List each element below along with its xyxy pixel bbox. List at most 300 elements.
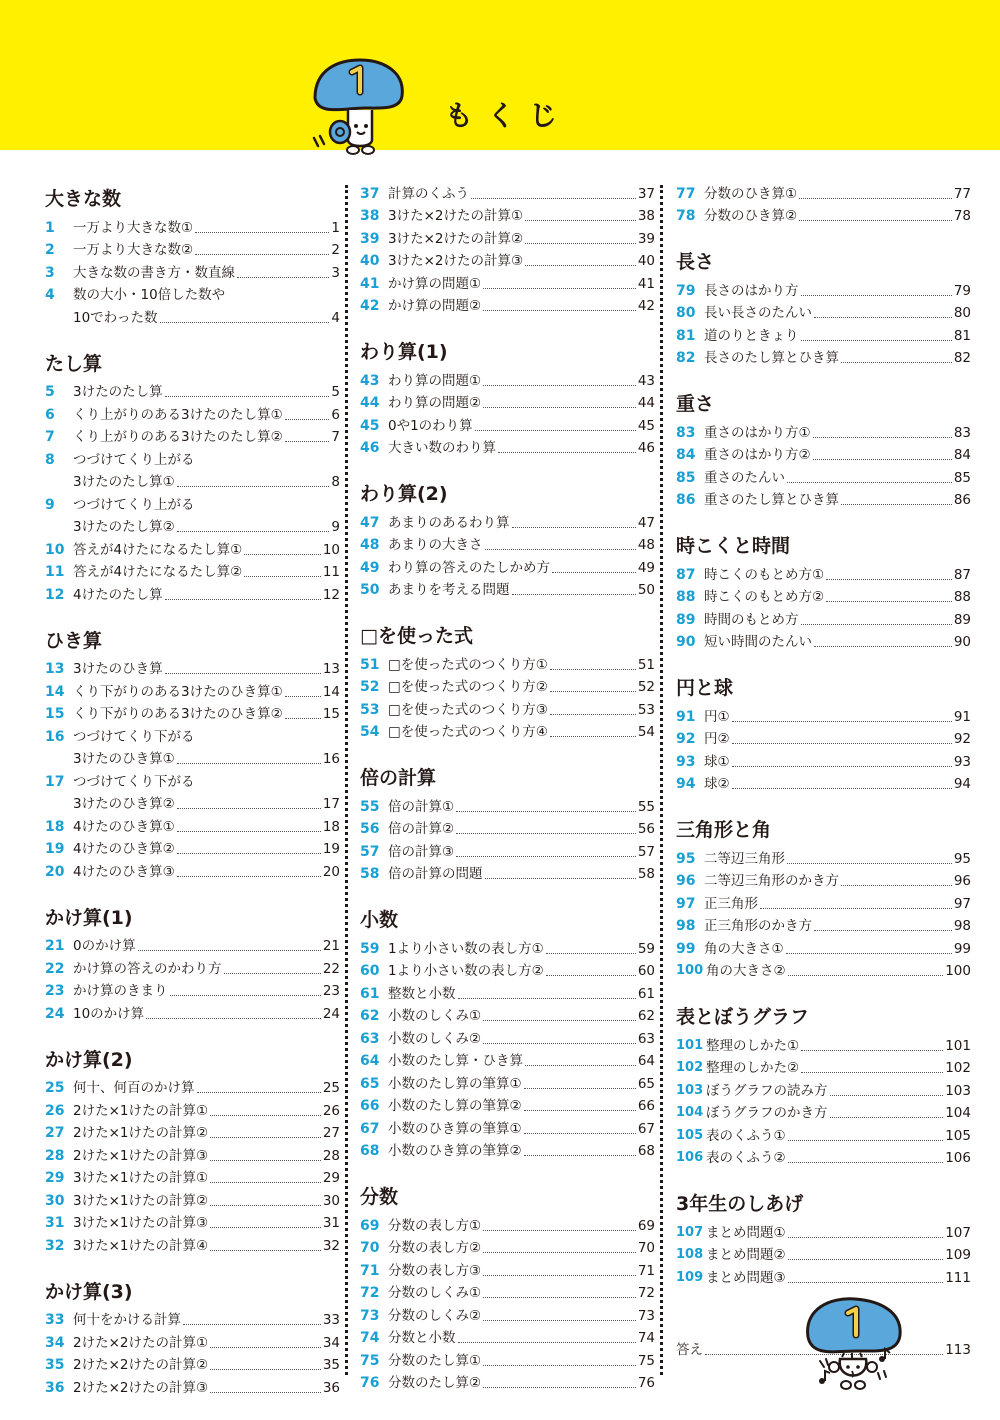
lesson-number: 105 [676,1127,704,1143]
toc-entry[interactable] [45,401,340,424]
lesson-number: 97 [676,895,696,912]
lesson-number: 15 [45,706,65,722]
lesson-number: 36 [45,1379,65,1396]
page-number: 19 [322,841,340,857]
toc-entry[interactable] [676,958,971,981]
dot-leader [485,878,636,879]
dot-leader [210,1369,321,1370]
toc-entry[interactable] [360,1302,655,1325]
mushroom-mascot-dancing-icon [800,1295,910,1405]
lesson-title: 小数のたし算の筆算① [388,1075,522,1092]
lesson-number: 31 [45,1215,65,1231]
lesson-number: 74 [360,1330,380,1346]
lesson-title: あまりのあるわり算 [388,514,510,531]
dot-leader [210,1392,321,1393]
toc-entry[interactable] [360,367,655,390]
toc-section [45,1041,340,1255]
page-number: 54 [637,724,655,740]
toc-entry[interactable] [360,674,655,697]
toc-entry[interactable] [676,629,971,652]
lesson-number: 19 [45,841,65,857]
lesson-number: 63 [360,1030,380,1047]
toc-entry[interactable] [360,532,655,555]
page-number: 39 [637,230,655,247]
toc-entry[interactable] [45,1232,340,1255]
toc-entry[interactable] [676,1077,971,1100]
lesson-number: 76 [360,1375,380,1391]
lesson-title: 分数のひき算① [704,185,798,202]
page-number: 52 [637,679,655,695]
lesson-title: 0や1のわり算 [388,417,473,434]
toc-entry[interactable] [360,1347,655,1370]
toc-entry[interactable] [676,771,971,794]
dot-leader [483,1043,636,1044]
lesson-number: 80 [676,305,696,321]
page-number: 111 [945,1269,971,1286]
page-number: 3 [331,264,340,281]
section-title: 大きな数 [45,188,122,210]
toc-entry[interactable] [360,1048,655,1071]
page-number: 57 [637,843,655,860]
toc-entry[interactable] [45,723,340,746]
lesson-number: 23 [45,983,65,999]
lesson-number: 20 [45,863,65,880]
toc-entry[interactable] [45,424,340,447]
dot-leader [841,504,952,505]
lesson-number: 106 [676,1150,704,1165]
lesson-number: 69 [360,1217,380,1234]
lesson-title: □を使った式のつくり方④ [388,724,548,740]
lesson-title: 3けたのひき算① [73,751,175,767]
toc-entry[interactable] [45,933,340,956]
page-number: 103 [945,1082,971,1099]
dot-leader [788,1162,944,1163]
dot-leader [732,743,952,744]
toc-entry[interactable] [676,487,971,510]
toc-entry[interactable] [45,446,340,469]
lesson-title: 時こくのもとめ方② [704,589,825,605]
lesson-title: つづけてくり上がる [73,451,195,468]
toc-entry[interactable] [360,1257,655,1280]
toc-entry[interactable] [45,259,340,282]
lesson-number: 17 [45,773,65,790]
dot-leader [483,407,636,408]
toc-entry[interactable] [676,845,971,868]
toc-entry[interactable] [676,464,971,487]
toc-entry[interactable] [676,1145,971,1168]
lesson-number: 101 [676,1037,704,1053]
lesson-number: 41 [360,275,380,292]
toc-entry[interactable] [360,412,655,435]
lesson-number: 8 [45,451,55,468]
lesson-number: 16 [45,728,65,745]
dot-leader [801,624,952,625]
lesson-title: 3けた×2けたの計算③ [388,253,524,269]
toc-entry[interactable] [45,768,340,791]
lesson-title: 4けたのひき算① [73,818,175,835]
page-number: 73 [637,1307,655,1324]
toc-entry[interactable] [676,606,971,629]
column-divider [345,185,348,1375]
dot-leader [483,1365,636,1366]
toc-entry[interactable] [45,858,340,881]
lesson-title: 時こくのもとめ方① [704,566,825,583]
toc-entry[interactable] [676,561,971,584]
dot-leader [524,1133,636,1134]
page-number: 87 [953,566,971,583]
page-number: 31 [322,1215,340,1231]
toc-entry[interactable] [676,1242,971,1265]
page-number: 29 [322,1170,340,1186]
page-number: 43 [637,372,655,389]
lesson-title: 長さのたし算とひき算 [704,350,839,366]
page-number: 68 [637,1143,655,1159]
toc-entry[interactable] [45,1329,340,1352]
page-number: 102 [945,1060,971,1076]
toc-entry[interactable] [45,678,340,701]
page-number: 61 [637,985,655,1002]
toc-entry[interactable] [45,701,340,724]
toc-entry[interactable] [360,248,655,271]
lesson-title: □を使った式のつくり方② [388,679,548,695]
page-number: 86 [953,492,971,508]
lesson-number: 21 [45,938,65,954]
toc-entry[interactable] [45,1187,340,1210]
page-number: 67 [637,1120,655,1137]
toc-entry[interactable] [360,1003,655,1026]
toc-entry[interactable] [360,651,655,674]
toc-entry[interactable] [45,514,340,537]
dot-leader [195,232,329,233]
toc-entry[interactable] [45,214,340,237]
toc-entry[interactable] [45,1142,340,1165]
lesson-title: 重さのたし算とひき算 [704,492,839,508]
toc-entry[interactable] [676,584,971,607]
toc-entry[interactable] [360,270,655,293]
lesson-title: 答えが4けたになるたし算① [73,541,243,558]
toc-entry[interactable] [360,390,655,413]
toc-entry[interactable] [360,577,655,600]
lesson-title: 小数のたし算の筆算② [388,1098,522,1114]
toc-entry[interactable] [676,300,971,323]
lesson-number: 52 [360,679,380,695]
lesson-number: 100 [676,963,704,978]
dot-leader [787,863,952,864]
toc-entry[interactable] [360,180,655,203]
page-number: 50 [637,582,655,598]
toc-entry[interactable] [360,935,655,958]
lesson-number: 103 [676,1082,704,1098]
toc-entry[interactable] [45,1374,340,1397]
lesson-number: 68 [360,1143,380,1159]
toc-entry[interactable] [360,225,655,248]
toc-entry[interactable] [360,1070,655,1093]
lesson-title: 3けた×1けたの計算② [73,1192,209,1209]
lesson-number: 7 [45,429,55,445]
toc-entry[interactable] [45,836,340,859]
toc-entry[interactable] [676,748,971,771]
toc-entry[interactable] [45,813,340,836]
lesson-number: 2 [45,242,55,258]
lesson-title: つづけてくり下がる [73,773,195,790]
toc-section [676,527,971,651]
toc-entry[interactable] [360,1235,655,1258]
toc-entry[interactable] [360,816,655,839]
page-number: 9 [331,519,340,535]
dot-leader [456,856,636,857]
dot-leader [244,554,321,555]
page-number: 97 [953,895,971,912]
section-title: わり算(1) [360,341,448,363]
toc-entry[interactable] [676,1219,971,1242]
toc-entry[interactable] [45,469,340,492]
toc-entry[interactable] [676,1122,971,1145]
dot-leader [160,322,330,323]
toc-entry[interactable] [45,656,340,679]
toc-entry[interactable] [45,536,340,559]
lesson-number: 24 [45,1005,65,1022]
lesson-number: 10 [45,541,65,558]
lesson-number: 39 [360,230,380,247]
lesson-title: 重さのはかり方① [704,424,811,441]
page-number: 2 [331,242,340,258]
lesson-number: 38 [360,208,380,224]
lesson-title: くり上がりのある3けたのたし算① [73,406,283,423]
toc-entry[interactable] [360,435,655,458]
dot-leader [550,714,636,715]
toc-entry[interactable] [676,180,971,203]
lesson-number: 96 [676,873,696,889]
toc-entry[interactable] [676,703,971,726]
lesson-number: 32 [45,1237,65,1254]
dot-leader [456,811,636,812]
lesson-title: 2けた×2けたの計算③ [73,1379,209,1396]
page-number: 26 [322,1102,340,1119]
toc-entry[interactable] [676,1100,971,1123]
toc-section [360,333,655,457]
toc-entry[interactable] [676,1264,971,1287]
toc-entry[interactable] [676,322,971,345]
dot-leader [799,220,952,221]
lesson-title: 整理のしかた① [706,1037,800,1054]
dot-leader [138,950,321,951]
toc-entry[interactable] [360,1370,655,1393]
lesson-number: 109 [676,1269,704,1285]
toc-entry[interactable] [676,203,971,226]
dot-leader [483,1297,636,1298]
toc-entry[interactable] [676,890,971,913]
lesson-number: 40 [360,253,380,269]
page-number: 25 [322,1080,340,1096]
toc-entry[interactable] [360,1280,655,1303]
dot-leader [801,295,952,296]
lesson-title: 分数のしくみ② [388,1307,482,1324]
dot-leader [788,1282,944,1283]
page-number: 5 [331,384,340,400]
section-title: 分数 [360,1186,399,1208]
toc-entry[interactable] [45,379,340,402]
dot-leader [732,766,952,767]
toc-entry[interactable] [676,1032,971,1055]
dot-leader [458,998,636,999]
toc-entry[interactable] [360,293,655,316]
toc-entry[interactable] [45,955,340,978]
lesson-number: 49 [360,559,380,576]
toc-entry[interactable] [360,861,655,884]
lesson-title: 何十をかける計算 [73,1312,181,1328]
toc-entry[interactable] [45,1000,340,1023]
section-title: かけ算(3) [45,1280,133,1303]
lesson-title: 小数のしくみ② [388,1030,482,1047]
lesson-title: あまりを考える問題 [388,582,510,598]
lesson-number: 108 [676,1247,704,1262]
toc-entry[interactable] [45,1210,340,1233]
section-title: たし算 [45,352,103,375]
dot-leader [801,1072,943,1073]
page-number: 18 [322,818,340,835]
toc-entry[interactable] [45,491,340,514]
lesson-title: 答えが4けたになるたし算② [73,564,243,580]
toc-entry[interactable] [45,978,340,1001]
lesson-number: 94 [676,776,696,792]
toc-entry[interactable] [676,345,971,368]
section-title: 三角形と角 [676,819,772,841]
toc-entry[interactable] [360,980,655,1003]
toc-entry[interactable] [676,442,971,465]
toc-entry[interactable] [676,868,971,891]
lesson-title: 倍の計算② [388,821,455,837]
lesson-title: まとめ問題③ [706,1269,786,1286]
toc-entry[interactable] [676,726,971,749]
toc-entry[interactable] [45,559,340,582]
toc-section [45,622,340,881]
lesson-title: ぼうグラフのかき方 [706,1105,828,1121]
toc-entry[interactable] [45,282,340,305]
toc-entry[interactable] [676,935,971,958]
toc-entry[interactable] [676,1055,971,1078]
dot-leader [195,254,329,255]
toc-entry[interactable] [45,1352,340,1375]
page-number: 66 [637,1098,655,1114]
dot-leader [483,1230,636,1231]
lesson-title: 倍の計算の問題 [388,866,483,882]
toc-entry[interactable] [360,719,655,742]
page-number: 62 [637,1008,655,1024]
toc-entry[interactable] [360,1325,655,1348]
lesson-title: 正三角形 [704,895,758,912]
dot-leader [146,1018,321,1019]
dot-leader [177,808,321,809]
toc-entry[interactable] [45,746,340,769]
lesson-title: 角の大きさ② [706,963,786,979]
lesson-number: 28 [45,1147,65,1164]
dot-leader [814,930,952,931]
toc-entry[interactable] [45,581,340,604]
toc-section [360,180,655,315]
page-number: 64 [637,1053,655,1069]
lesson-title: 分数のたし算① [388,1352,482,1369]
column-divider [660,185,663,1375]
dot-leader [525,220,636,221]
page-number: 104 [945,1105,971,1121]
toc-entry[interactable] [360,1138,655,1161]
dot-leader [826,579,952,580]
toc-entry[interactable] [676,419,971,442]
toc-entry[interactable] [360,696,655,719]
dot-leader [801,340,952,341]
section-title: 倍の計算 [360,767,437,789]
page-number: 8 [331,474,340,490]
toc-entry[interactable] [360,793,655,816]
toc-entry[interactable] [676,913,971,936]
toc-entry[interactable] [360,838,655,861]
lesson-number: 102 [676,1060,704,1075]
lesson-title: 2けた×2けたの計算② [73,1357,209,1373]
dot-leader [483,385,636,386]
toc-entry[interactable] [360,554,655,577]
page-number: 96 [953,873,971,889]
page-number: 47 [637,514,655,531]
answers-label: 答え [676,1342,703,1358]
toc-entry[interactable] [360,1025,655,1048]
lesson-number: 99 [676,940,696,957]
toc-entry[interactable] [45,1097,340,1120]
toc-section [45,345,340,604]
page-number: 38 [637,208,655,224]
page-title: もくじ [445,99,572,132]
toc-entry[interactable] [45,1120,340,1143]
lesson-title: 長い長さのたんい [704,305,812,321]
lesson-title: 分数の表し方③ [388,1262,482,1279]
lesson-number: 56 [360,821,380,837]
toc-entry[interactable] [360,958,655,981]
section-title: 表とぼうグラフ [676,1006,810,1028]
toc-entry[interactable] [45,237,340,260]
toc-entry[interactable] [45,1307,340,1330]
page-number: 98 [953,918,971,934]
lesson-number: 26 [45,1102,65,1119]
lesson-number: 77 [676,185,696,202]
lesson-title: 一万より大きな数① [73,219,194,236]
lesson-number: 11 [45,564,65,580]
toc-entry[interactable] [360,1093,655,1116]
toc-entry[interactable] [45,791,340,814]
lesson-title: かけ算の問題② [388,298,482,314]
toc-entry[interactable] [676,277,971,300]
lesson-title: 3けた×2けたの計算① [388,208,524,224]
toc-entry[interactable] [360,509,655,532]
page-number: 84 [953,447,971,463]
dot-leader [197,1092,321,1093]
toc-entry[interactable] [360,203,655,226]
page-number: 27 [322,1125,340,1141]
toc-entry[interactable] [45,304,340,327]
lesson-number: 5 [45,384,55,400]
lesson-title: 0のかけ算 [73,938,136,954]
toc-entry[interactable] [45,1165,340,1188]
page-number: 53 [637,701,655,718]
dot-leader [170,995,321,996]
toc-entry[interactable] [360,1115,655,1138]
lesson-number: 6 [45,406,55,423]
lesson-number: 53 [360,701,380,718]
toc-entry[interactable] [45,1075,340,1098]
lesson-number: 82 [676,350,696,366]
toc-entry[interactable] [360,1212,655,1235]
page-number: 16 [322,751,340,767]
lesson-title: かけ算の問題① [388,275,482,292]
section-title: かけ算(1) [45,906,133,929]
